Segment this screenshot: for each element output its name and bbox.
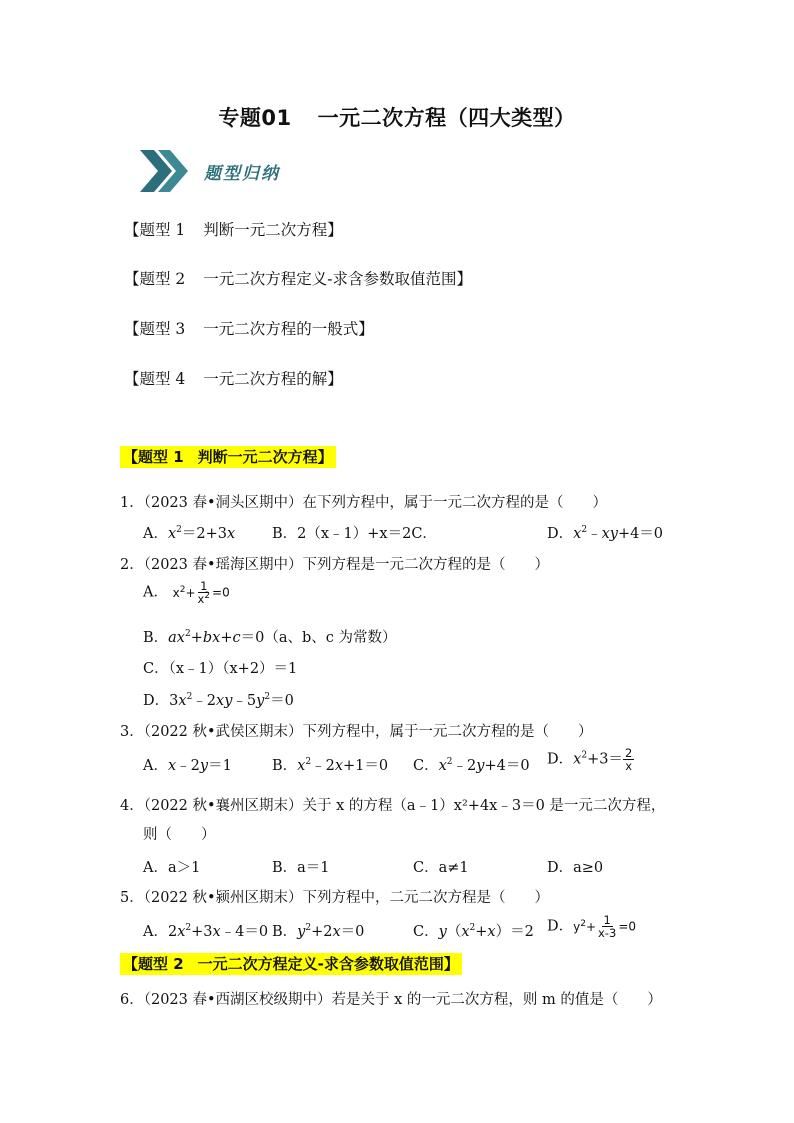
q3-option-c[interactable]: C．$x^2﹣2y+4=0$: [413, 757, 530, 774]
q4-option-b[interactable]: B．a＝1: [272, 860, 330, 876]
q4-option-a[interactable]: A．a＞1: [143, 860, 201, 876]
section-heading-2: 【题型 2 一元二次方程定义-求含参数取值范围】: [120, 953, 462, 975]
question-4-stem-cont: 则（ ）: [143, 827, 216, 843]
q3-option-d[interactable]: D．$x^2+3=$ $\frac{2}{x}$: [547, 746, 633, 774]
page-title: 专题01 一元二次方程（四大类型）: [218, 106, 576, 130]
q5-option-b[interactable]: B．$y^2+2x=0$: [272, 923, 365, 940]
q4-option-d[interactable]: D．a≥0: [547, 860, 604, 876]
question-4-stem: 4．（2022 秋•襄州区期末）关于 x 的方程（a﹣1）x²+4x﹣3＝0 是一元二次方程，: [120, 798, 666, 814]
banner-title: 题型归纳: [204, 163, 280, 184]
q1-option-a[interactable]: A．$x^2=2+3x$: [143, 525, 236, 542]
toc-item-4[interactable]: 【题型 4 一元二次方程的解】: [124, 370, 343, 388]
q1-option-d[interactable]: D．$x^2﹣xy+4=0$: [547, 525, 664, 542]
section-banner: [138, 148, 280, 194]
question-6-stem: 6．（2023 春•西湖区校级期中）若是关于 x 的一元二次方程，则 m 的值是（ ）: [120, 992, 662, 1008]
q2-option-c[interactable]: C．（x﹣1）（x+2）＝1: [143, 661, 298, 677]
q4-option-c[interactable]: C．a≠1: [413, 860, 469, 876]
double-chevron-icon: [138, 148, 190, 194]
q3-option-b[interactable]: B．$x^2﹣2x+1=0$: [272, 757, 389, 774]
section-heading-1: 【题型 1 判断一元二次方程】: [120, 446, 336, 468]
toc-item-1[interactable]: 【题型 1 判断一元二次方程】: [124, 221, 343, 239]
q2-option-b[interactable]: B．$ax^2+bx+c=0(a$、b、c 为常数）: [143, 629, 397, 646]
question-2-stem: 2．（2023 春•瑶海区期中）下列方程是一元二次方程的是（ ）: [120, 557, 550, 573]
question-1-stem: 1．（2023 春•洞头区期中）在下列方程中，属于一元二次方程的是（ ）: [120, 495, 608, 511]
q5-option-c[interactable]: C．$y(x^2+x)=2$: [413, 923, 534, 940]
q1-option-b-c[interactable]: B．2（x﹣1）+x＝2C．: [272, 526, 437, 542]
toc-item-2[interactable]: 【题型 2 一元二次方程定义-求含参数取值范围】: [124, 270, 473, 288]
q5-option-a[interactable]: A．$2x^2+3x﹣4=0$: [143, 923, 269, 940]
question-3-stem: 3．（2022 秋•武侯区期末）下列方程中，属于一元二次方程的是（ ）: [120, 724, 593, 740]
toc-item-3[interactable]: 【题型 3 一元二次方程的一般式】: [124, 320, 374, 338]
q3-option-a[interactable]: A．x﹣2y＝1: [143, 758, 232, 774]
q2-option-a[interactable]: A． $x^2+$ $\frac{1}{x^2}$ =0: [143, 579, 230, 607]
question-5-stem: 5．（2022 秋•颍州区期末）下列方程中，二元二次方程是（ ）: [120, 890, 550, 906]
q2-option-d[interactable]: D．$3x^2﹣2xy﹣5y^2=0$: [143, 692, 294, 709]
q5-option-d[interactable]: D．$y^2+$ $\frac{1}{x-3}$ =0: [547, 913, 637, 941]
